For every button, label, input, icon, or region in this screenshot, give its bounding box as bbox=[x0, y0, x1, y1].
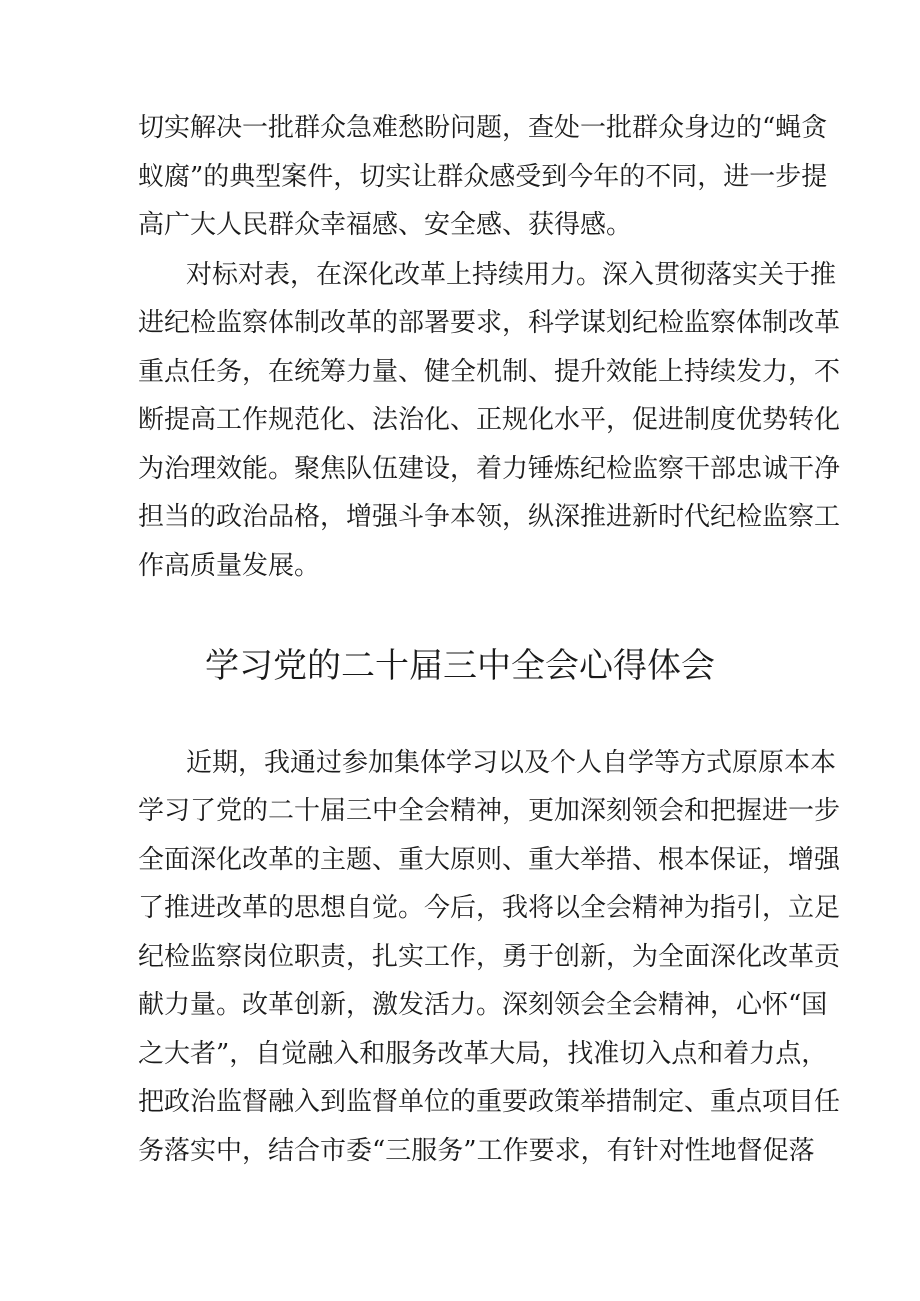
paragraph-2-line-1: 对标对表，在深化改革上持续用力。深入贯彻落实关于推 bbox=[186, 260, 837, 290]
paragraph-3-line-5: 纪检监察岗位职责，扎实工作，勇于创新，为全面深化改革贡 bbox=[138, 942, 841, 972]
paragraph-2-line-4: 断提高工作规范化、法治化、正规化水平，促进制度优势转化 bbox=[138, 405, 841, 435]
paragraph-2-line-6: 担当的政治品格，增强斗争本领，纵深推进新时代纪检监察工 bbox=[138, 502, 841, 532]
paragraph-3-line-9: 务落实中，结合市委“三服务”工作要求，有针对性地督促落 bbox=[138, 1136, 815, 1166]
paragraph-2-line-7: 作高质量发展。 bbox=[138, 551, 321, 581]
paragraph-1-line-2: 蚁腐”的典型案件，切实让群众感受到今年的不同，进一步提 bbox=[138, 162, 828, 192]
paragraph-3-line-7: 之大者”，自觉融入和服务改革大局，找准切入点和着力点， bbox=[138, 1039, 828, 1069]
paragraph-2-line-2: 进纪检监察体制改革的部署要求，科学谋划纪检监察体制改革 bbox=[138, 308, 841, 338]
paragraph-2-line-5: 为治理效能。聚焦队伍建设，着力锤炼纪检监察干部忠诚干净 bbox=[138, 454, 841, 484]
paragraph-3-line-2: 学习了党的二十届三中全会精神，更加深刻领会和把握进一步 bbox=[138, 796, 841, 826]
paragraph-3-line-3: 全面深化改革的主题、重大原则、重大举措、根本保证，增强 bbox=[138, 845, 841, 875]
paragraph-2-line-3: 重点任务，在统筹力量、健全机制、提升效能上持续发力，不 bbox=[138, 357, 841, 387]
paragraph-3-line-6: 献力量。改革创新，激发活力。深刻领会全会精神，心怀“国 bbox=[138, 990, 828, 1020]
paragraph-1-line-3: 高广大人民群众幸福感、安全感、获得感。 bbox=[138, 210, 633, 240]
section-title: 学习党的二十届三中全会心得体会 bbox=[205, 646, 715, 686]
paragraph-3-line-8: 把政治监督融入到监督单位的重要政策举措制定、重点项目任 bbox=[138, 1087, 841, 1117]
paragraph-3-line-4: 了推进改革的思想自觉。今后，我将以全会精神为指引，立足 bbox=[138, 893, 841, 923]
paragraph-1-line-1: 切实解决一批群众急难愁盼问题，查处一批群众身边的“蝇贪 bbox=[138, 113, 828, 143]
paragraph-3-line-1: 近期，我通过参加集体学习以及个人自学等方式原原本本 bbox=[186, 748, 837, 778]
